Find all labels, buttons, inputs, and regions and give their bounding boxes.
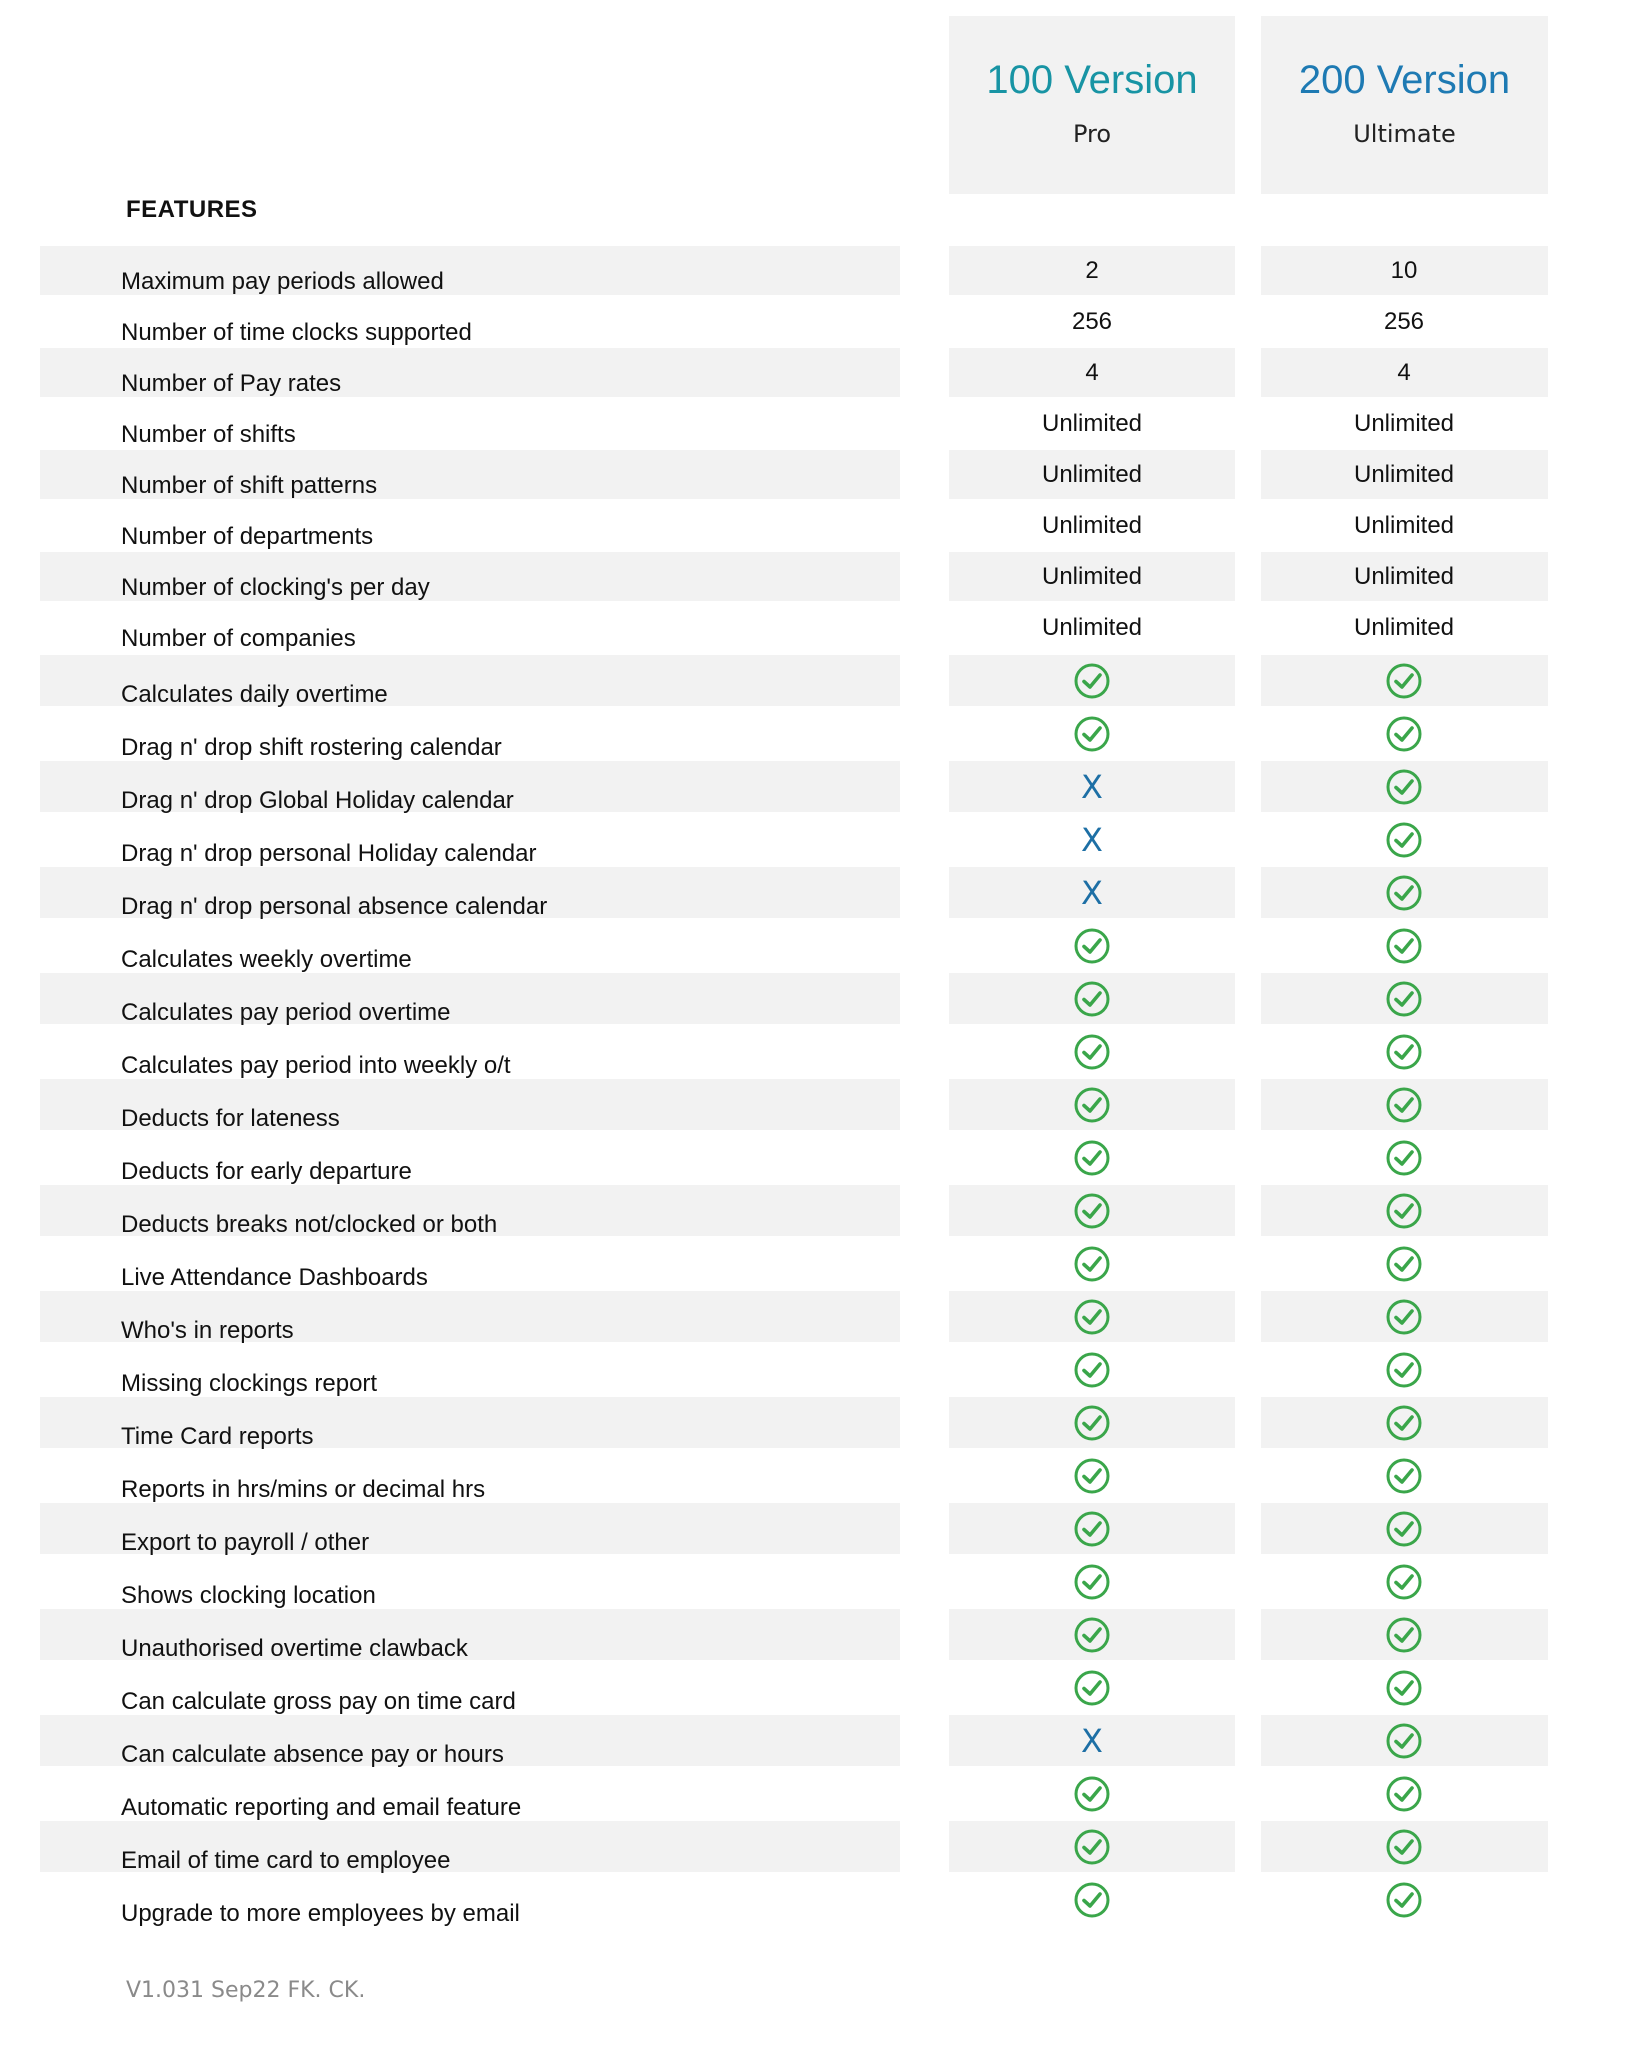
- feature-label: Drag n' drop personal Holiday calendar: [121, 840, 537, 867]
- features-heading: FEATURES: [126, 196, 258, 223]
- check-circle-icon: [1385, 1828, 1423, 1866]
- x-icon: [949, 814, 1235, 865]
- check-circle-icon: [1073, 1245, 1111, 1283]
- check-circle-icon: [1385, 768, 1423, 806]
- check-icon: [949, 920, 1235, 971]
- feature-label: Calculates daily overtime: [121, 681, 388, 708]
- check-circle-icon: [1073, 1828, 1111, 1866]
- feature-value: 10: [1390, 256, 1418, 284]
- check-circle-icon: [1073, 1669, 1111, 1707]
- feature-label: Upgrade to more employees by email: [121, 1900, 520, 1927]
- check-icon: [1261, 1715, 1547, 1766]
- check-circle-icon: [1385, 1510, 1423, 1548]
- feature-label: Deducts for early departure: [121, 1158, 412, 1185]
- check-circle-icon: [1073, 1616, 1111, 1654]
- feature-label: Deducts for lateness: [121, 1105, 340, 1132]
- check-icon: [1261, 973, 1547, 1024]
- check-circle-icon: [1073, 662, 1111, 700]
- check-icon: [1261, 1450, 1547, 1501]
- feature-value: Unlimited: [1041, 511, 1143, 539]
- check-circle-icon: [1385, 1616, 1423, 1654]
- feature-label: Reports in hrs/mins or decimal hrs: [121, 1476, 486, 1503]
- feature-label: Live Attendance Dashboards: [121, 1264, 428, 1291]
- check-circle-icon: [1073, 1139, 1111, 1177]
- feature-label: Number of clocking's per day: [121, 574, 430, 601]
- check-icon: [1261, 1609, 1547, 1660]
- feature-label: Number of shifts: [121, 421, 296, 448]
- check-icon: [949, 1874, 1235, 1925]
- feature-label: Number of departments: [121, 523, 374, 550]
- check-icon: [1261, 1026, 1547, 1077]
- feature-value: Unlimited: [1041, 562, 1143, 590]
- check-icon: [949, 1450, 1235, 1501]
- check-circle-icon: [1073, 927, 1111, 965]
- feature-value: 256: [1383, 307, 1425, 335]
- feature-label: Export to payroll / other: [121, 1529, 370, 1556]
- not-included-icon: X: [1081, 820, 1103, 859]
- check-circle-icon: [1073, 715, 1111, 753]
- check-circle-icon: [1073, 1086, 1111, 1124]
- check-icon: [1261, 1874, 1547, 1925]
- check-icon: [949, 1503, 1235, 1554]
- check-icon: [1261, 761, 1547, 812]
- check-circle-icon: [1385, 1033, 1423, 1071]
- feature-label: Automatic reporting and email feature: [121, 1794, 522, 1821]
- check-circle-icon: [1385, 980, 1423, 1018]
- feature-label: Drag n' drop Global Holiday calendar: [121, 787, 514, 814]
- feature-label: Number of shift patterns: [121, 472, 378, 499]
- check-circle-icon: [1073, 1033, 1111, 1071]
- check-icon: [1261, 1397, 1547, 1448]
- check-circle-icon: [1073, 1510, 1111, 1548]
- feature-label: Who's in reports: [121, 1317, 294, 1344]
- check-circle-icon: [1385, 927, 1423, 965]
- tier-label: Pro: [1072, 120, 1112, 148]
- version-title: 200 Version: [1298, 58, 1511, 102]
- check-icon: [1261, 867, 1547, 918]
- check-circle-icon: [1073, 1563, 1111, 1601]
- check-circle-icon: [1385, 662, 1423, 700]
- check-icon: [1261, 1344, 1547, 1395]
- feature-label: Drag n' drop shift rostering calendar: [121, 734, 502, 761]
- check-icon: [949, 708, 1235, 759]
- x-icon: [949, 867, 1235, 918]
- check-circle-icon: [1385, 821, 1423, 859]
- check-icon: [1261, 1503, 1547, 1554]
- feature-value: 4: [1397, 358, 1411, 386]
- feature-label: Shows clocking location: [121, 1582, 376, 1609]
- check-circle-icon: [1385, 1351, 1423, 1389]
- check-circle-icon: [1385, 1722, 1423, 1760]
- feature-label: Drag n' drop personal absence calendar: [121, 893, 548, 920]
- check-circle-icon: [1385, 1139, 1423, 1177]
- check-icon: [1261, 1821, 1547, 1872]
- feature-value: 4: [1085, 358, 1099, 386]
- check-icon: [1261, 1768, 1547, 1819]
- check-circle-icon: [1385, 715, 1423, 753]
- feature-value: Unlimited: [1353, 409, 1455, 437]
- feature-label: Can calculate absence pay or hours: [121, 1741, 504, 1768]
- check-icon: [1261, 1132, 1547, 1183]
- feature-value: Unlimited: [1041, 460, 1143, 488]
- check-icon: [949, 1079, 1235, 1130]
- feature-value: Unlimited: [1041, 409, 1143, 437]
- feature-value: 2: [1085, 256, 1099, 284]
- check-icon: [1261, 1079, 1547, 1130]
- feature-label: Deducts breaks not/clocked or both: [121, 1211, 498, 1238]
- x-icon: [949, 761, 1235, 812]
- check-circle-icon: [1385, 1457, 1423, 1495]
- check-icon: [1261, 1662, 1547, 1713]
- check-icon: [949, 1132, 1235, 1183]
- check-icon: [949, 973, 1235, 1024]
- check-circle-icon: [1073, 1404, 1111, 1442]
- check-icon: [949, 1238, 1235, 1289]
- feature-value: Unlimited: [1353, 460, 1455, 488]
- check-icon: [949, 655, 1235, 706]
- check-icon: [1261, 708, 1547, 759]
- feature-label: Number of Pay rates: [121, 370, 342, 397]
- check-circle-icon: [1385, 1881, 1423, 1919]
- check-icon: [1261, 1291, 1547, 1342]
- feature-value: Unlimited: [1041, 613, 1143, 641]
- not-included-icon: X: [1081, 873, 1103, 912]
- check-icon: [949, 1662, 1235, 1713]
- feature-label: Email of time card to employee: [121, 1847, 451, 1874]
- check-icon: [949, 1768, 1235, 1819]
- feature-label: Missing clockings report: [121, 1370, 378, 1397]
- feature-value: Unlimited: [1353, 613, 1455, 641]
- feature-label: Unauthorised overtime clawback: [121, 1635, 468, 1662]
- check-circle-icon: [1385, 874, 1423, 912]
- check-circle-icon: [1385, 1775, 1423, 1813]
- version-title: 100 Version: [986, 58, 1198, 102]
- check-circle-icon: [1385, 1669, 1423, 1707]
- check-circle-icon: [1073, 1881, 1111, 1919]
- check-icon: [1261, 1556, 1547, 1607]
- check-circle-icon: [1073, 1192, 1111, 1230]
- check-icon: [949, 1185, 1235, 1236]
- x-icon: [949, 1715, 1235, 1766]
- check-circle-icon: [1073, 980, 1111, 1018]
- check-icon: [949, 1397, 1235, 1448]
- check-icon: [949, 1821, 1235, 1872]
- check-icon: [949, 1026, 1235, 1077]
- check-circle-icon: [1073, 1775, 1111, 1813]
- check-icon: [949, 1609, 1235, 1660]
- check-icon: [1261, 655, 1547, 706]
- feature-label: Calculates pay period into weekly o/t: [121, 1052, 511, 1079]
- check-circle-icon: [1073, 1298, 1111, 1336]
- check-circle-icon: [1385, 1245, 1423, 1283]
- feature-label: Number of time clocks supported: [121, 319, 472, 346]
- check-circle-icon: [1385, 1404, 1423, 1442]
- feature-label: Maximum pay periods allowed: [121, 268, 444, 295]
- check-circle-icon: [1385, 1192, 1423, 1230]
- feature-label: Time Card reports: [121, 1423, 314, 1450]
- check-icon: [1261, 920, 1547, 971]
- check-circle-icon: [1073, 1457, 1111, 1495]
- check-icon: [949, 1344, 1235, 1395]
- version-footer: V1.031 Sep22 FK. CK.: [126, 1978, 366, 2003]
- check-icon: [1261, 814, 1547, 865]
- check-icon: [949, 1556, 1235, 1607]
- check-icon: [1261, 1238, 1547, 1289]
- check-circle-icon: [1385, 1298, 1423, 1336]
- check-icon: [1261, 1185, 1547, 1236]
- feature-value: 256: [1071, 307, 1113, 335]
- check-circle-icon: [1073, 1351, 1111, 1389]
- not-included-icon: X: [1081, 767, 1103, 806]
- check-circle-icon: [1385, 1086, 1423, 1124]
- tier-label: Ultimate: [1353, 120, 1456, 148]
- feature-label: Can calculate gross pay on time card: [121, 1688, 516, 1715]
- column-header-ultimate: [1261, 16, 1548, 194]
- check-icon: [949, 1291, 1235, 1342]
- check-circle-icon: [1385, 1563, 1423, 1601]
- column-header-pro: [949, 16, 1235, 194]
- feature-value: Unlimited: [1353, 562, 1455, 590]
- feature-value: Unlimited: [1353, 511, 1455, 539]
- feature-label: Calculates weekly overtime: [121, 946, 412, 973]
- not-included-icon: X: [1081, 1721, 1103, 1760]
- feature-label: Number of companies: [121, 625, 356, 652]
- feature-label: Calculates pay period overtime: [121, 999, 451, 1026]
